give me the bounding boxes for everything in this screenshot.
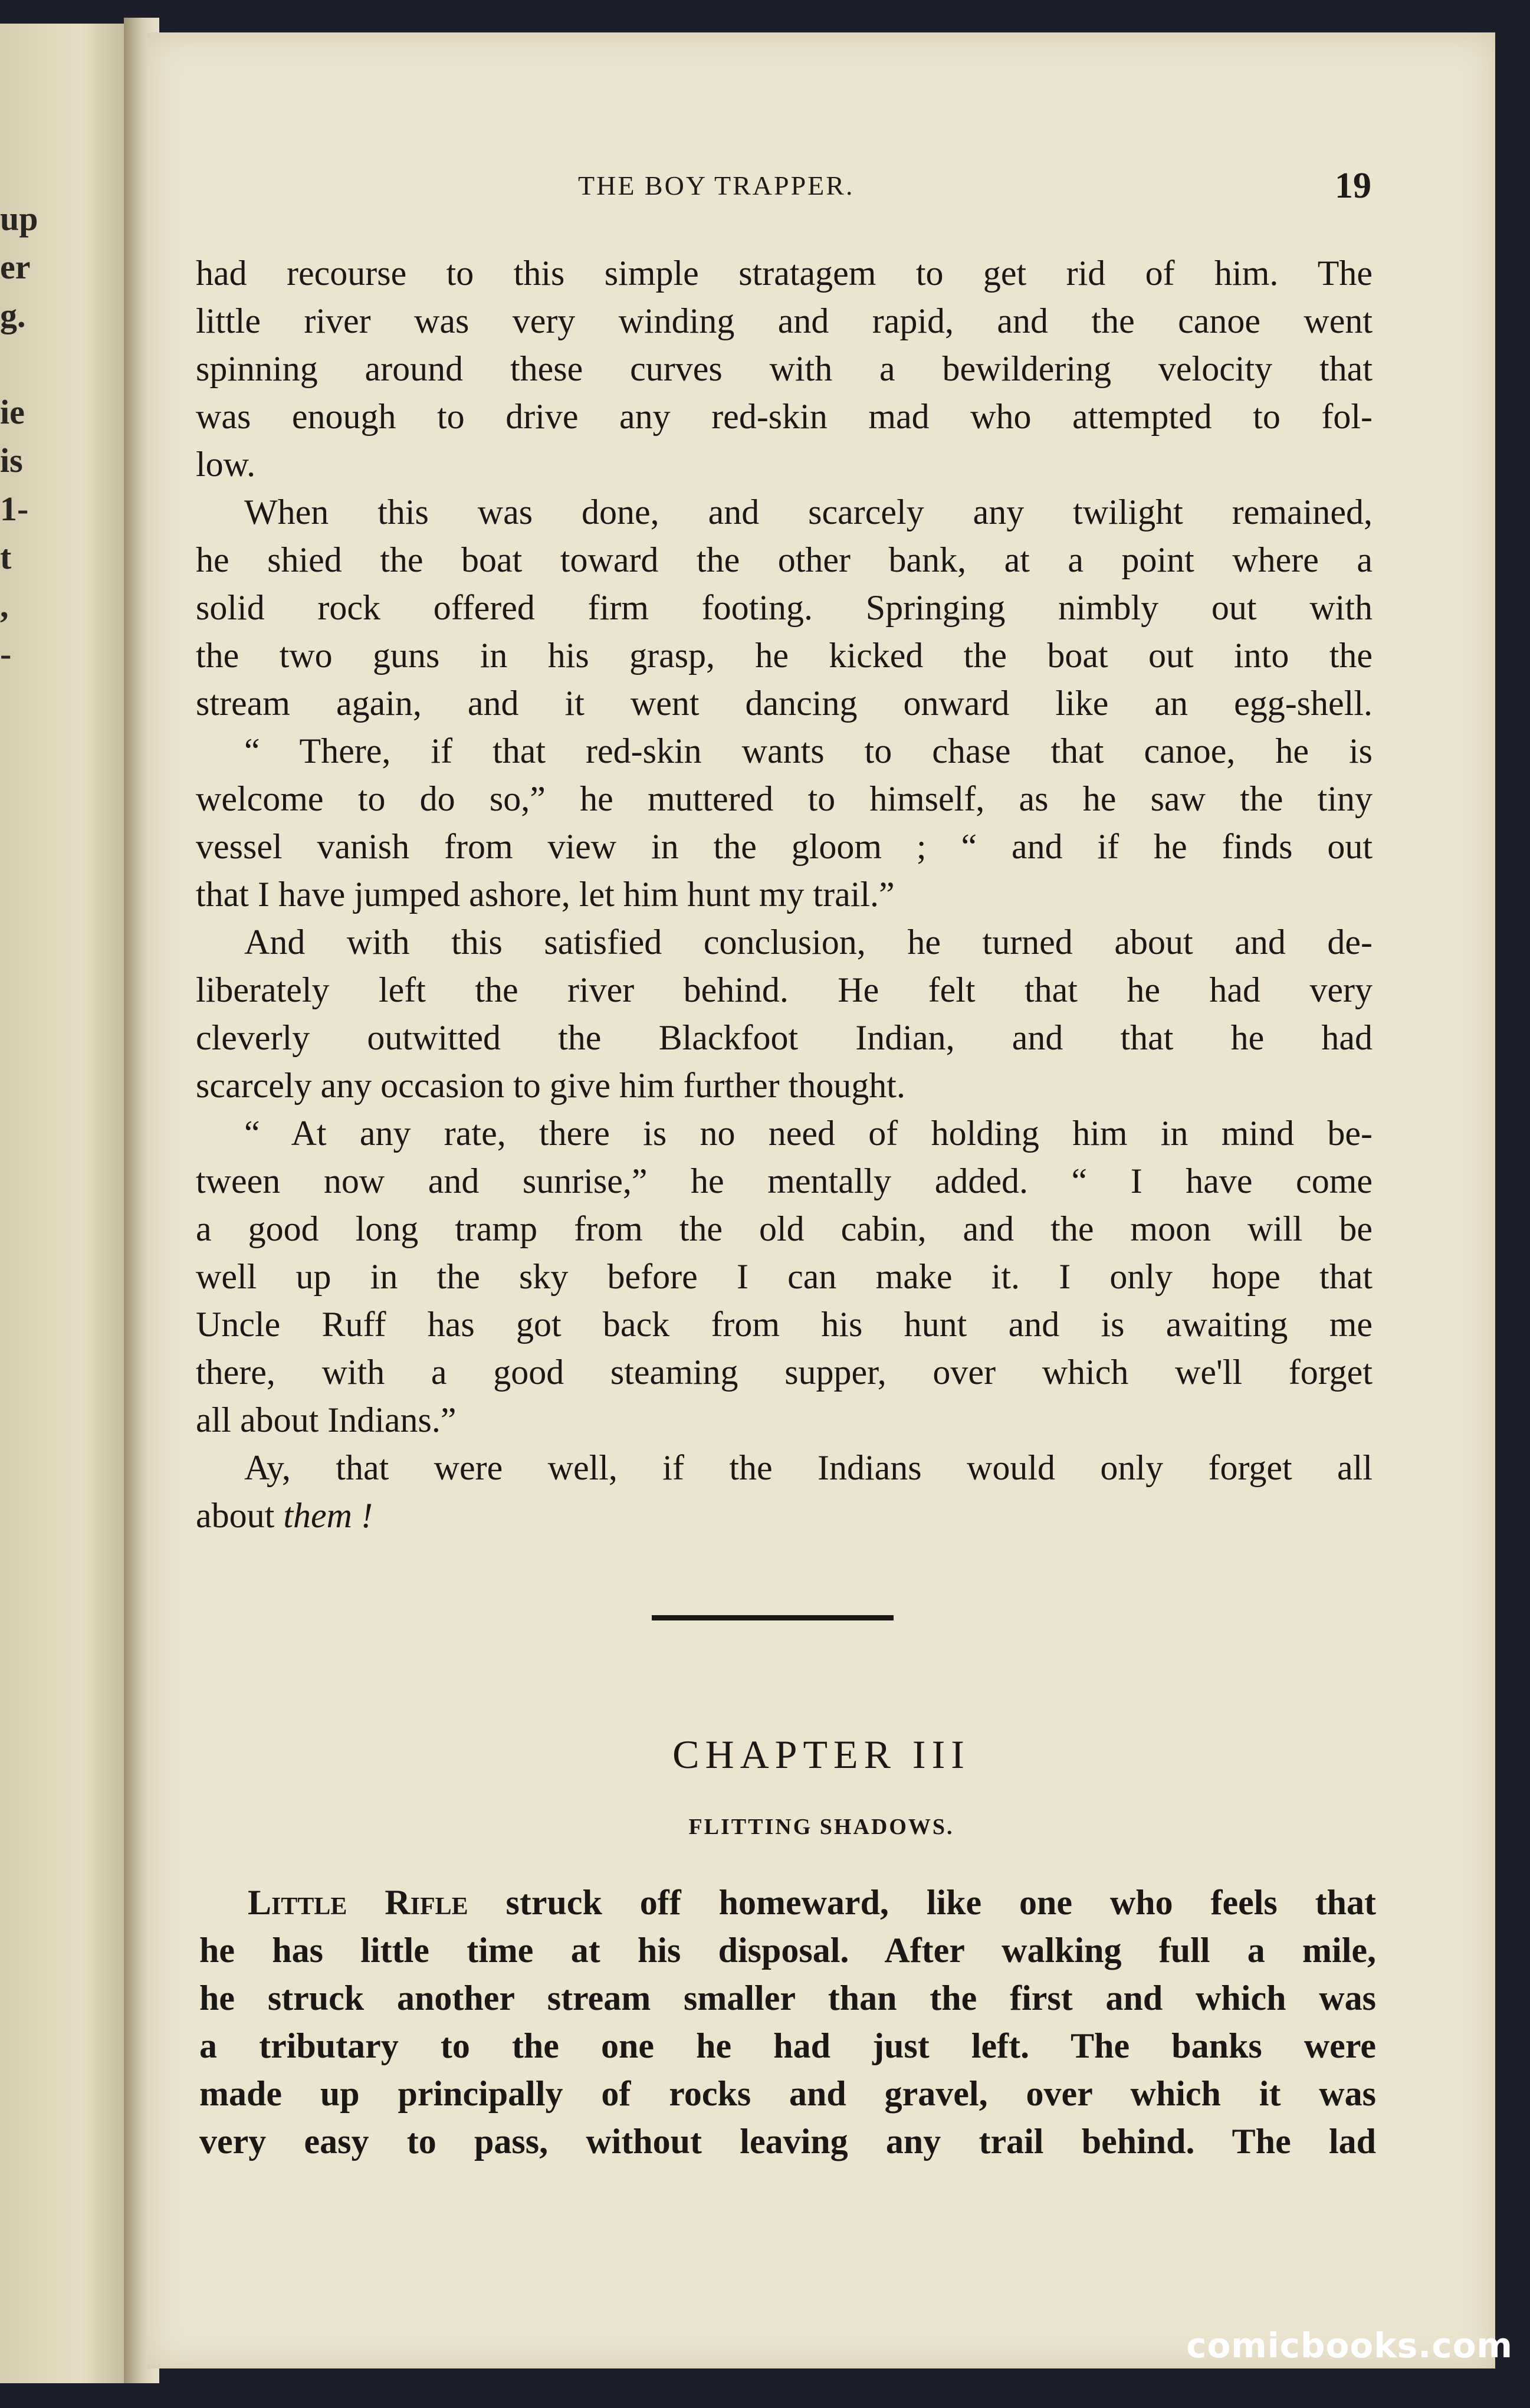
fragment: -	[0, 635, 12, 673]
text-line: there, with a good steaming supper, over which we'll forget	[196, 1353, 1373, 1392]
text-line: he has little time at his disposal. After walking full a mile,	[199, 1931, 1376, 1970]
fragment: er	[0, 248, 31, 286]
text-line: stream again, and it went dancing onward like an egg-shell.	[196, 684, 1373, 723]
text-line: he shied the boat toward the other bank, at a point where a	[196, 540, 1373, 579]
text-line	[199, 1879, 1376, 1927]
text-line: that I have jumped ashore, let him hunt my trail.”	[196, 875, 895, 914]
fragment: t	[0, 538, 12, 576]
fragment	[0, 340, 47, 388]
text-line: solid rock offered firm footing. Springing nimbly out with	[196, 588, 1373, 627]
text-line: very easy to pass, without leaving any trail behind. The lad	[199, 2122, 1376, 2161]
running-title: THE BOY TRAPPER.	[578, 170, 855, 201]
text-line: scarcely any occasion to give him further thought.	[196, 1066, 905, 1105]
text-line: made up principally of rocks and gravel, over which it was	[199, 2074, 1376, 2113]
section-divider	[652, 1615, 894, 1620]
chapter-text	[199, 1879, 1376, 2166]
first-line-rest: struck off homeward, like one who feels that	[468, 1883, 1377, 1922]
text-line: tween now and sunrise,” he mentally added. “ I have come	[196, 1162, 1373, 1200]
text-line: the two guns in his grasp, he kicked the boat out into the	[196, 636, 1373, 675]
text-line: “ There, if that red-skin wants to chase that canoe, he is	[244, 731, 1373, 770]
body-text	[196, 250, 1373, 1540]
text-line: welcome to do so,” he muttered to himself, as he saw the tiny	[196, 779, 1373, 818]
text-line: he struck another stream smaller than the first and which was	[199, 1979, 1376, 2017]
text-line: Ay, that were well, if the Indians would only forget all	[244, 1448, 1373, 1487]
text-line: well up in the sky before I can make it. I only hope that	[196, 1257, 1373, 1296]
text-line: cleverly outwitted the Blackfoot Indian, and that he had	[196, 1018, 1373, 1057]
text-line: all about Indians.”	[196, 1400, 457, 1439]
text-line-final	[196, 1492, 1373, 1540]
emphasis-them: them !	[283, 1496, 373, 1535]
fragment: ,	[0, 586, 9, 625]
running-head	[147, 165, 1495, 206]
text-line: When this was done, and scarcely any twilight remained,	[244, 493, 1373, 532]
text-line: And with this satisfied conclusion, he turned about and de-	[244, 923, 1373, 962]
text-line: vessel vanish from view in the gloom ; “ and if he finds out	[196, 827, 1373, 866]
text-line: liberately left the river behind. He felt that he had very	[196, 970, 1373, 1009]
fragment: is	[0, 441, 23, 480]
final-prefix: about	[196, 1496, 284, 1535]
chapter-title: CHAPTER III	[672, 1732, 970, 1777]
fragment: 1-	[0, 490, 29, 528]
text-line: a tributary to the one he had just left. The banks were	[199, 2026, 1376, 2065]
text-line: spinning around these curves with a bewildering velocity that	[196, 349, 1373, 388]
text-line: was enough to drive any red-skin mad who attempted to fol-	[196, 397, 1373, 436]
chapter-subtitle: FLITTING SHADOWS.	[688, 1815, 954, 1839]
text-line: Uncle Ruff has got back from his hunt and is awaiting me	[196, 1305, 1373, 1344]
book-page	[147, 32, 1495, 2368]
fragment: g.	[0, 296, 26, 334]
text-line: “ At any rate, there is no need of holding him in mind be-	[244, 1114, 1373, 1153]
text-line: little river was very winding and rapid, and the canoe went	[196, 301, 1373, 340]
opening-small-caps: Little Rifle	[248, 1883, 468, 1922]
page-number: 19	[1335, 166, 1371, 206]
text-line: a good long tramp from the old cabin, and the moon will be	[196, 1209, 1373, 1248]
facing-page-text-fragments	[0, 195, 47, 678]
site-watermark: comicbooks.com	[1186, 2325, 1513, 2366]
fragment: ie	[0, 393, 25, 431]
text-line: low.	[196, 445, 256, 484]
text-line: had recourse to this simple stratagem to get rid of him. The	[196, 254, 1373, 293]
fragment: up	[0, 199, 38, 238]
